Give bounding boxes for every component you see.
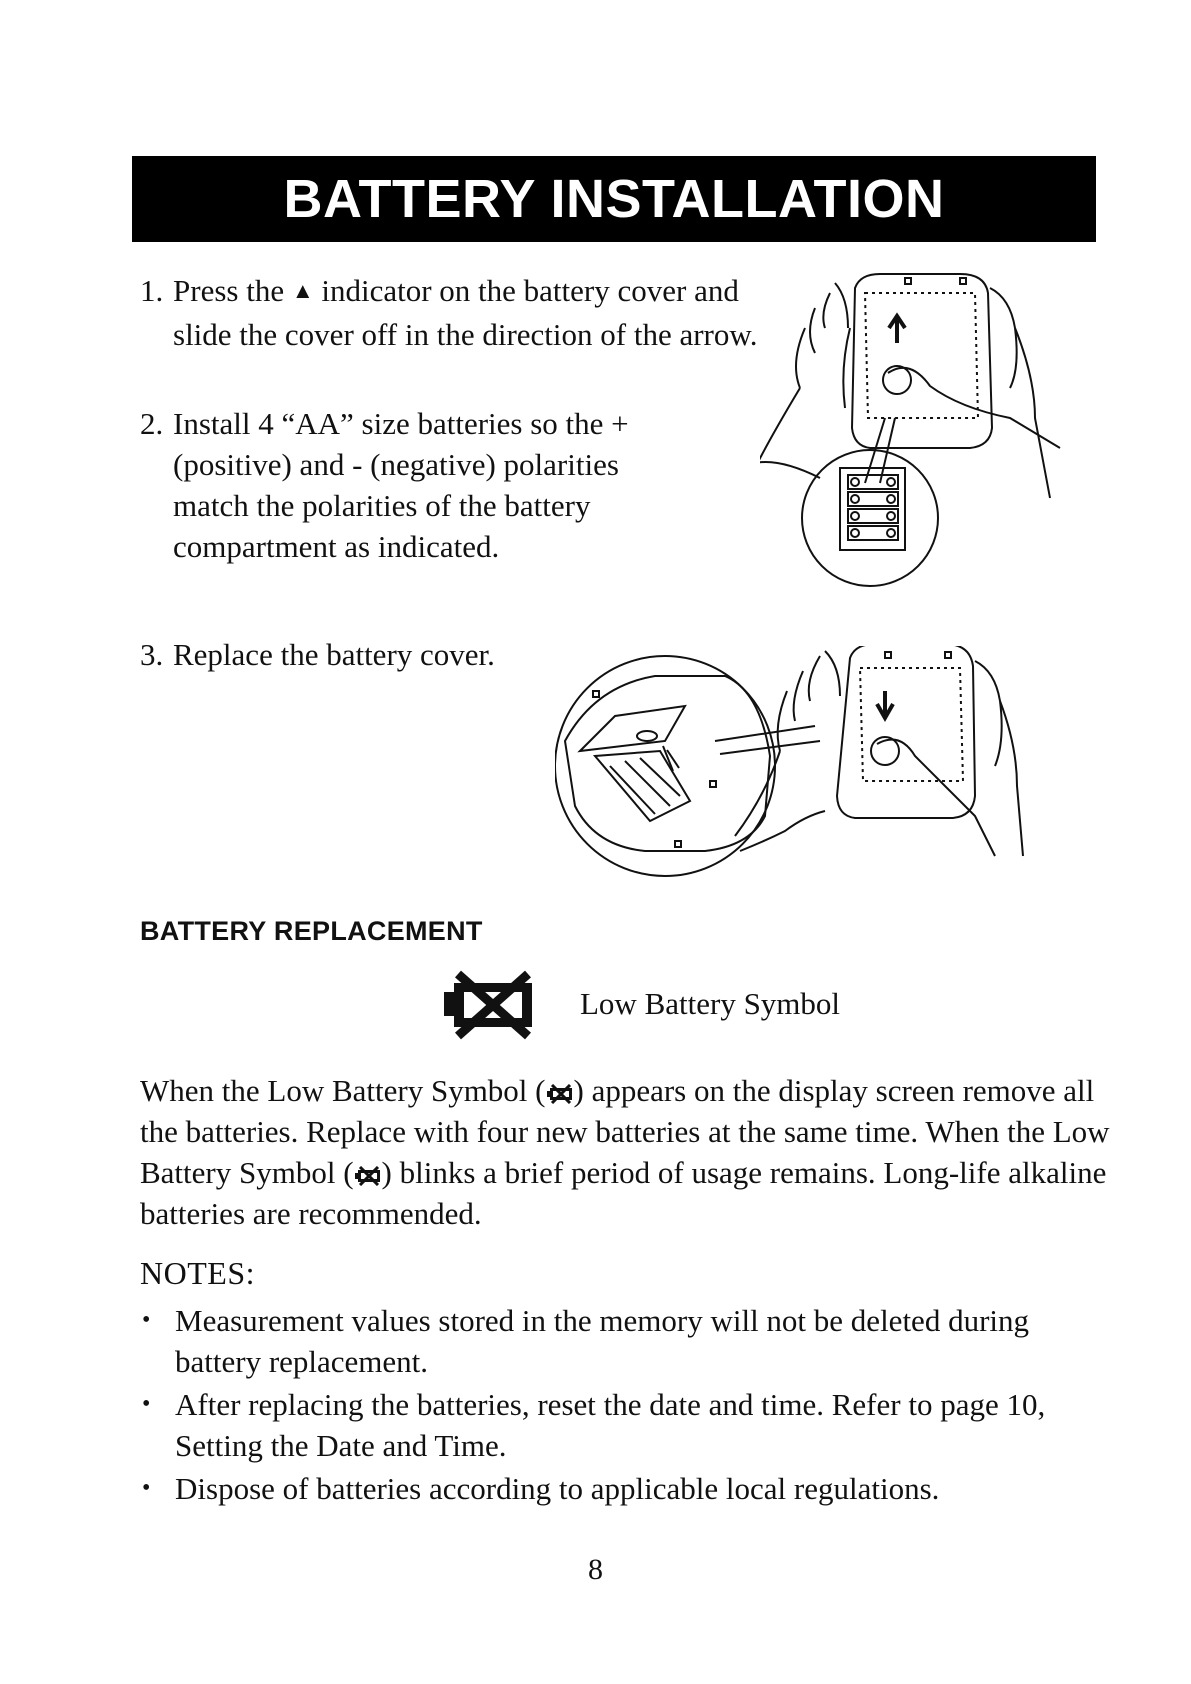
low-battery-icon [546,1073,574,1093]
step-text-after: indicator on the battery cover and slide the cover off in the direction of the arrow. [173,273,758,352]
battery-cover-replace-illustration [555,646,1100,916]
list-item [140,1468,1120,1509]
step-text: Install 4 “AA” size batteries so the + (positive) and - (negative) polarities match the polarities of the battery compartment as indicated. [173,406,629,564]
paragraph-text: When the Low Battery Symbol ( [140,1073,546,1108]
paragraph-text: ) blinks a brief period of usage remains. Long-life alkaline batteries are recommended. [140,1155,1107,1231]
paragraph-text: ) appears on the display screen remove all the batteries. Replace with four new batteries at the same time. When the Low Battery Symbol ( [140,1073,1110,1190]
notes-list [140,1300,1120,1511]
list-item [140,1384,1120,1466]
list-item-text: After replacing the batteries, reset the date and time. Refer to page 10, Setting the Date and Time. [175,1387,1046,1463]
step-number: 2. [140,406,164,441]
replacement-paragraph [140,1070,1120,1234]
low-battery-label: Low Battery Symbol [580,986,841,1021]
notes-title: NOTES: [140,1255,255,1291]
bullet-icon: • [142,1391,151,1417]
list-item-text: Measurement values stored in the memory will not be deleted during battery replacement. [175,1303,1029,1379]
low-battery-icon [440,970,540,1040]
step-number: 3. [140,637,164,672]
section-banner [132,156,1096,242]
bullet-icon: • [142,1475,151,1501]
triangle-indicator-icon: ▲ [291,278,314,303]
step-text: Replace the battery cover. [173,637,495,672]
low-battery-icon [354,1155,382,1175]
page-title: BATTERY INSTALLATION [283,169,945,229]
list-item [140,1300,1120,1382]
list-item-text: Dispose of batteries according to applicable local regulations. [175,1471,940,1506]
page-number: 8 [588,1553,603,1586]
section-heading: BATTERY REPLACEMENT [140,916,483,946]
battery-cover-removal-illustration [760,268,1100,628]
step-number: 1. [140,273,164,308]
step-text [173,270,773,355]
step-text-before: Press the [173,273,285,308]
bullet-icon: • [142,1307,151,1333]
